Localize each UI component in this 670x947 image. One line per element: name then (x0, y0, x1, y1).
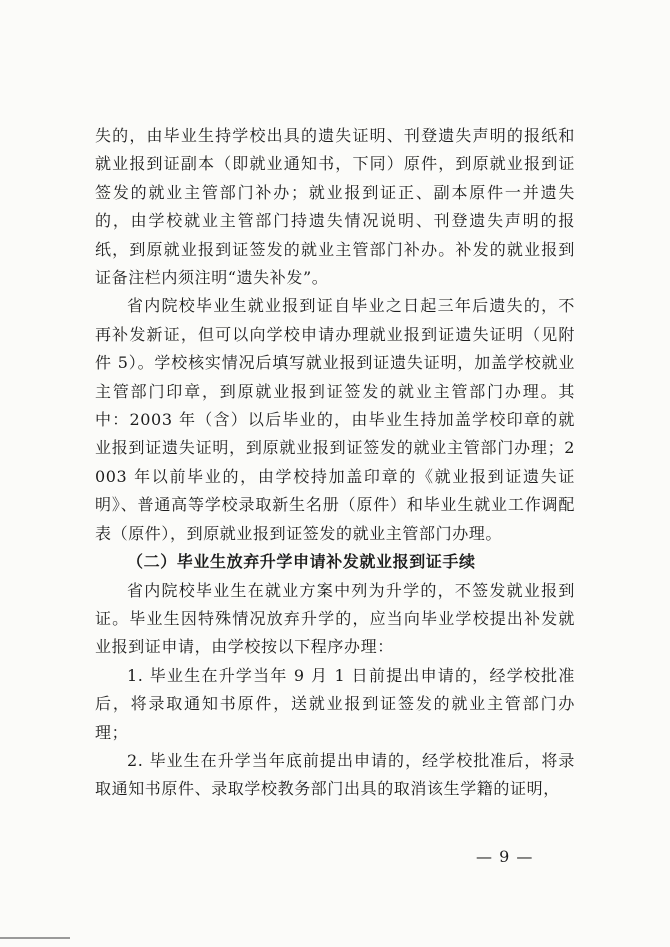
section-heading-abandon-further-study: （二）毕业生放弃升学申请补发就业报到证手续 (127, 552, 476, 572)
paragraph-continuation: 失的，由毕业生持学校出具的遗失证明、刊登遗失声明的报纸和就业报到证副本（即就业通知书，下同）原件，到原就业报到证签发的就业主管部门补办；就业报到证正、副本原件一并遗失的，由学校就业主管部门持遗失情况说明、刊登遗失声明的报纸，到原就业报到证签发的就业主管部门补办。补发的就业报到证备注栏内须注明“遗失补发”。 (95, 126, 575, 288)
paragraph-procedure-step-2: 2. 毕业生在升学当年底前提出申请的，经学校批准后，将录取通知书原件、录取学校教务部门出具的取消该生学籍的证明， (95, 750, 575, 799)
paragraph-certificate-loss-after-three-years: 省内院校毕业生就业报到证自毕业之日起三年后遗失的，不再补发新证，但可以向学校申请办理就业报到证遗失证明（见附件 5）。学校核实情况后填写就业报到证遗失证明，加盖学校就业主管部门印章，到原就业报到证签发的就业主管部门办理。其中：2003 年（含）以后毕业的，由毕业生持加盖学校印章的就业报到证遗失证明，到原就业报到证签发的就业主管部门办理；2003 年以前毕业的，由学校持加盖印章的《就业报到证遗失证明》、普通高等学校录取新生名册（原件）和毕业生就业工作调配表（原件），到原就业报到证签发的就业主管部门办理。 (95, 296, 575, 543)
document-body (95, 122, 575, 804)
paragraph-procedure-step-1: 1. 毕业生在升学当年 9 月 1 日前提出申请的，经学校批准后，将录取通知书原件，送就业报到证签发的就业主管部门办理； (95, 665, 575, 742)
paragraph-abandon-further-study-intro: 省内院校毕业生在就业方案中列为升学的，不签发就业报到证。毕业生因特殊情况放弃升学的，应当向毕业学校提出补发就业报到证申请，由学校按以下程序办理： (95, 580, 575, 657)
scan-edge-mark (0, 937, 70, 939)
page-number: — 9 — (476, 847, 534, 866)
